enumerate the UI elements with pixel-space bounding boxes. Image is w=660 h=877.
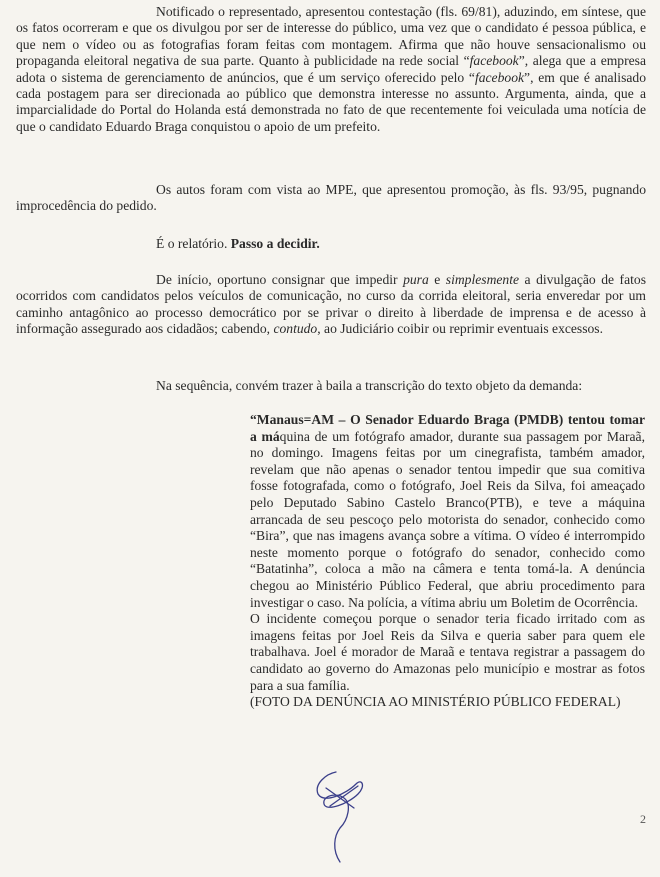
paragraph-contestacao (16, 4, 646, 135)
text-span: quina de um fotógrafo amador, durante sua passagem por Maraã, no domingo. Imagens feitas por um cinegrafista, também amador, revelam que não apenas o senador tentou impedir que sua comitiva fosse fotografada, como o fotógrafo, Joel Reis da Silva, foi ameaçado pelo Deputado Sabino Castelo Branco(PTB), e teve a máquina arrancada de seu pescoço pelo motorista do senador, conhecido como “Bira”, que nas imagens avança sobre a vítima. O vídeo é interrompido neste momento porque o fotógrafo do senador, conhecido como “Batatinha”, coloca a mão na câmera e tenta tomá-la. A denúncia chegou ao Ministério Público Federal, que abriu procedimento para investigar o caso. Na polícia, a vítima abriu um Boletim de Ocorrência. (250, 428, 645, 610)
italic-span: simplesmente (445, 272, 520, 287)
italic-span: contudo (273, 321, 318, 337)
paragraph-relatorio (156, 236, 320, 252)
signature-mark (296, 764, 386, 874)
bold-span: Passo a decidir. (230, 236, 320, 251)
text-span: De início, oportuno consignar que impedir (156, 272, 404, 287)
paragraph-inicio (16, 272, 646, 338)
text-span: O incidente começou porque o senador teria ficado irritado com as imagens feitas por Joel Reis da Silva e queria saber para quem ele trabalhava. Joel é morador de Maraã e tentava registrar a passagem do candidato ao governo do Amazonas pelo município e mostrar as fotos para a sua família. (250, 611, 645, 693)
text-span: a divulgação de fatos ocorridos com candidatos pelos veículos de comunicação, no curso da corrida eleitoral, seria enveredar por um caminho antagônico ao processo democrático por se privar o direito à liberdade de imprensa e de acesso à informação assegurado aos cidadãos; cabendo, (16, 272, 646, 337)
text-span: e (428, 272, 446, 287)
bold-span: “Manaus=AM – O Senador Eduardo Braga (PMDB) tentou tomar a má (250, 412, 645, 444)
text-span: Na sequência, convém trazer à baila a transcrição do texto objeto da demanda: (156, 378, 583, 393)
paragraph-sequencia (156, 378, 582, 394)
page-number: 2 (640, 812, 646, 826)
paragraph-mpe (16, 182, 646, 215)
text-span: Notificado o representado, apresentou contestação (fls. 69/81), aduzindo, em síntese, que os fatos ocorreram e que os divulgou por ser de interesse do público, uma vez que o candidato é pessoa pública, e que nem o vídeo ou as fotografias foram feitas com montagem. Afirma que não houve sensacionalismo ou propaganda eleitoral negativa de sua parte. Quanto à publicidade na rede social “ (16, 4, 646, 69)
quote-paragraph-2 (250, 611, 645, 694)
italic-span: facebook (474, 69, 525, 85)
block-quote (250, 412, 645, 711)
text-span: , ao Judiciário coibir ou reprimir eventuais excessos. (317, 321, 603, 337)
quote-paragraph-3 (250, 694, 645, 711)
text-span: É o relatório. (156, 236, 231, 251)
italic-span: facebook (469, 53, 519, 69)
text-span: (FOTO DA DENÚNCIA AO MINISTÉRIO PÚBLICO FEDERAL) (250, 694, 621, 710)
text-span: ”, alega que a empresa adota o sistema de gerenciamento de anúncios, que é um serviço oferecido pelo “ (16, 53, 646, 85)
text-span: ”, em que é analisado cada postagem para ser direcionada ao público que demonstra interesse no assunto. Argumenta, ainda, que a imparcialidade do Portal do Holanda está demonstrada no fato de que recentemente foi veiculada uma notícia de que o candidato Eduardo Braga conquistou o apoio de um prefeito. (16, 69, 646, 134)
text-span: Os autos foram com vista ao MPE, que apresentou promoção, às fls. 93/95, pugnando improcedência do pedido. (16, 182, 646, 214)
italic-span: pura (403, 272, 429, 287)
quote-paragraph-1 (250, 412, 645, 611)
